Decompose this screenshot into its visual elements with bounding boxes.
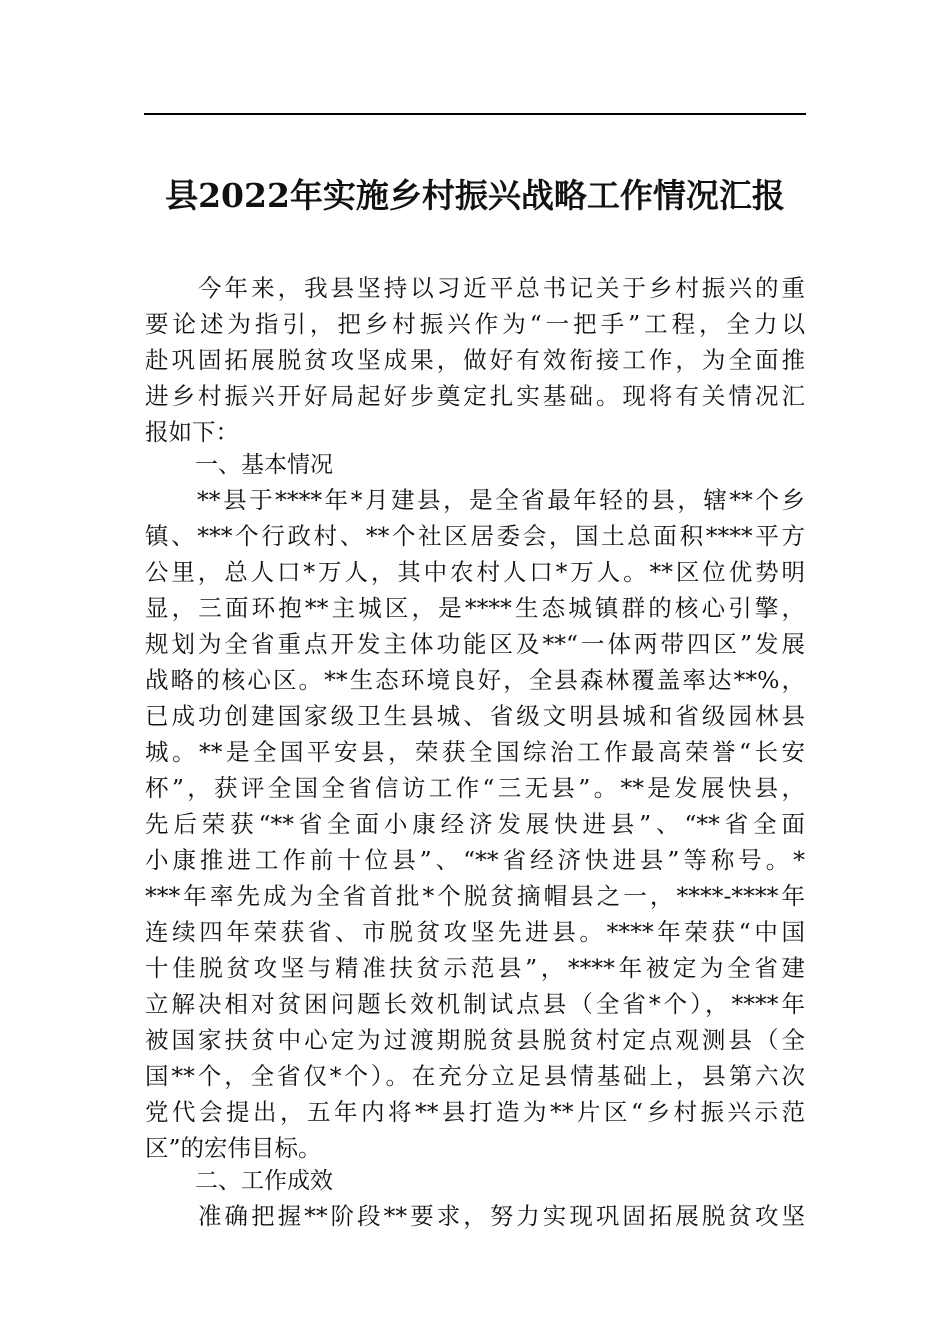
body-line: 杯”，获评全国全省信访工作“三无县”。**是发展快县，	[145, 774, 805, 802]
header-rule	[144, 113, 806, 115]
body-line: 已成功创建国家级卫生县城、省级文明县城和省级园林县	[145, 702, 805, 730]
intro-line: 今年来，我县坚持以习近平总书记关于乡村振兴的重	[145, 274, 805, 302]
intro-line: 进乡村振兴开好局起好步奠定扎实基础。现将有关情况汇	[145, 382, 805, 410]
body-line: 镇、***个行政村、**个社区居委会，国土总面积****平方	[145, 522, 805, 550]
body-line: 国**个，全省仅*个）。在充分立足县情基础上，县第六次	[145, 1062, 805, 1090]
body-line: 城。**是全国平安县，荣获全国综治工作最高荣誉“长安	[145, 738, 805, 766]
body-line: **县于****年*月建县，是全省最年轻的县，辖**个乡	[145, 486, 805, 514]
intro-line: 赴巩固拓展脱贫攻坚成果，做好有效衔接工作，为全面推	[145, 346, 805, 374]
body-line: 先后荣获“**省全面小康经济发展快进县”、“**省全面	[145, 810, 805, 838]
document-title: 县2022年实施乡村振兴战略工作情况汇报	[165, 176, 785, 215]
intro-line: 报如下：	[145, 418, 239, 446]
body-line: 立解决相对贫困问题长效机制试点县（全省*个），****年	[145, 990, 805, 1018]
body-line: 战略的核心区。**生态环境良好，全县森林覆盖率达**%，	[145, 666, 805, 694]
body-line: 区”的宏伟目标。	[145, 1134, 322, 1162]
body-line: 党代会提出，五年内将**县打造为**片区“乡村振兴示范	[145, 1098, 805, 1126]
body-line: 小康推进工作前十位县”、“**省经济快进县”等称号。*	[145, 846, 805, 874]
body-line: 被国家扶贫中心定为过渡期脱贫县脱贫村定点观测县（全	[145, 1026, 805, 1054]
body-line: 公里，总人口*万人，其中农村人口*万人。**区位优势明	[145, 558, 805, 586]
body-line: 准确把握**阶段**要求，努力实现巩固拓展脱贫攻坚	[145, 1202, 805, 1230]
body-line: 规划为全省重点开发主体功能区及**“一体两带四区”发展	[145, 630, 805, 658]
body-line: ***年率先成为全省首批*个脱贫摘帽县之一，****-****年	[145, 882, 805, 910]
body-line: 十佳脱贫攻坚与精准扶贫示范县”，****年被定为全省建	[145, 954, 805, 982]
intro-line: 要论述为指引，把乡村振兴作为“一把手”工程，全力以	[145, 310, 805, 338]
section-heading-results: 二、工作成效	[195, 1168, 333, 1194]
section-heading-basic: 一、基本情况	[195, 452, 333, 478]
body-line: 显，三面环抱**主城区，是****生态城镇群的核心引擎，	[145, 594, 805, 622]
body-line: 连续四年荣获省、市脱贫攻坚先进县。****年荣获“中国	[145, 918, 805, 946]
